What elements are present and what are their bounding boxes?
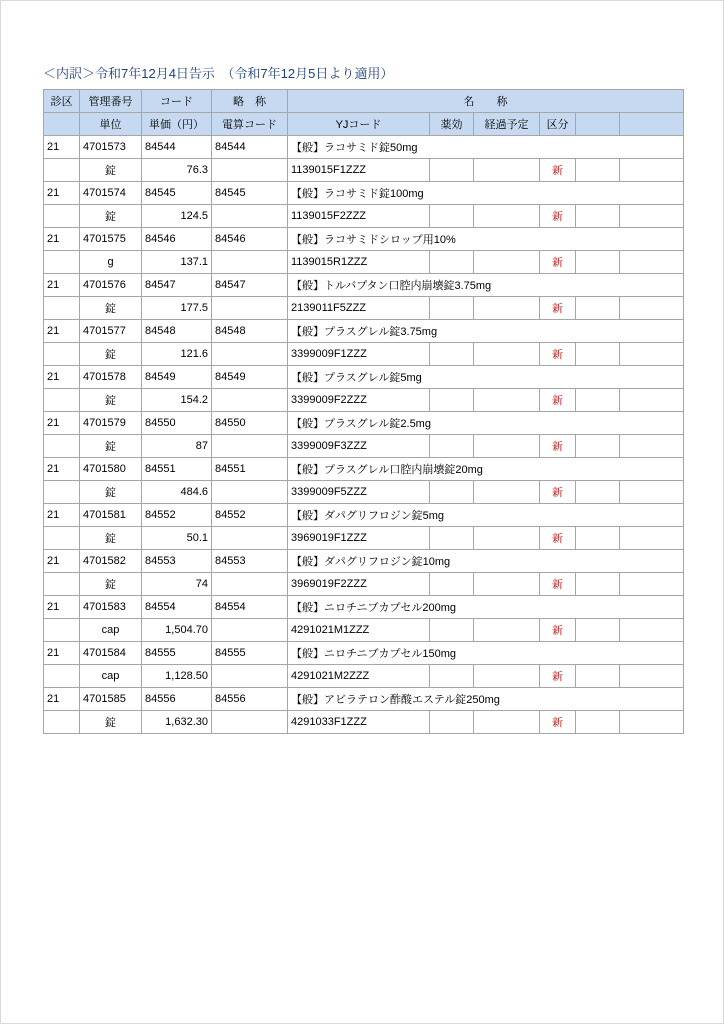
cell-blank-2: [620, 435, 684, 458]
cell-blank-2: [620, 711, 684, 734]
table-row: [44, 711, 684, 734]
cell-shinku: 21: [44, 136, 80, 159]
cell-tani: g: [80, 251, 142, 274]
cell-ryakusho: 84546: [212, 228, 288, 251]
cell-blank-1: [576, 159, 620, 182]
cell-keika-yotei: [474, 619, 540, 642]
cell-keika-yotei: [474, 435, 540, 458]
cell-densan-code: [212, 481, 288, 504]
cell-densan-code: [212, 665, 288, 688]
cell-keika-yotei: [474, 205, 540, 228]
table-row: [44, 320, 684, 343]
cell-blank-1: [576, 481, 620, 504]
cell-tani: 錠: [80, 205, 142, 228]
cell-keika-yotei: [474, 251, 540, 274]
cell-yj-code: 2139011F5ZZZ: [288, 297, 430, 320]
cell-tani: 錠: [80, 527, 142, 550]
cell-kanri: 4701576: [80, 274, 142, 297]
cell-densan-code: [212, 619, 288, 642]
cell-meisho: 【般】アビラテロン酢酸エステル錠250mg: [288, 688, 684, 711]
cell-kubun-badge: 新: [540, 573, 576, 596]
cell-keika-yotei: [474, 389, 540, 412]
cell-kanri: 4701579: [80, 412, 142, 435]
cell-ryakusho: 84553: [212, 550, 288, 573]
cell-kubun-badge: 新: [540, 159, 576, 182]
cell-meisho: 【般】プラスグレル錠5mg: [288, 366, 684, 389]
cell-code: 84546: [142, 228, 212, 251]
table-row: [44, 619, 684, 642]
cell-code: 84552: [142, 504, 212, 527]
cell-densan-code: [212, 205, 288, 228]
cell-code: 84551: [142, 458, 212, 481]
cell-tani: 錠: [80, 159, 142, 182]
cell-blank-1: [576, 297, 620, 320]
cell-tanka: 137.1: [142, 251, 212, 274]
table-row: [44, 182, 684, 205]
cell-code: 84547: [142, 274, 212, 297]
cell-kubun-badge: 新: [540, 527, 576, 550]
cell-ryakusho: 84550: [212, 412, 288, 435]
cell-kanri: 4701577: [80, 320, 142, 343]
cell-kubun-badge: 新: [540, 205, 576, 228]
cell-tani: 錠: [80, 389, 142, 412]
cell-blank-2: [620, 205, 684, 228]
cell-blank-2: [620, 665, 684, 688]
cell-tani: cap: [80, 619, 142, 642]
cell-kubun-badge: 新: [540, 251, 576, 274]
cell-yj-code: 1139015F1ZZZ: [288, 159, 430, 182]
cell-shinku: 21: [44, 182, 80, 205]
cell-densan-code: [212, 159, 288, 182]
cell-code: 84549: [142, 366, 212, 389]
cell-blank-left: [44, 527, 80, 550]
header-kubun: 区分: [540, 113, 576, 136]
cell-yakko: [430, 435, 474, 458]
cell-blank-1: [576, 711, 620, 734]
cell-shinku: 21: [44, 688, 80, 711]
cell-blank-left: [44, 435, 80, 458]
cell-yj-code: 3399009F5ZZZ: [288, 481, 430, 504]
cell-blank-1: [576, 527, 620, 550]
table-row: [44, 159, 684, 182]
cell-tanka: 1,504.70: [142, 619, 212, 642]
page-title: ＜内訳＞令和7年12月4日告示 （令和7年12月5日より適用）: [43, 66, 394, 81]
cell-blank-2: [620, 343, 684, 366]
cell-kubun-badge: 新: [540, 343, 576, 366]
cell-shinku: 21: [44, 412, 80, 435]
cell-yj-code: 3969019F2ZZZ: [288, 573, 430, 596]
header-ryakusho: 略 称: [212, 90, 288, 113]
cell-tanka: 1,128.50: [142, 665, 212, 688]
cell-blank-1: [576, 251, 620, 274]
cell-meisho: 【般】プラスグレル錠3.75mg: [288, 320, 684, 343]
cell-shinku: 21: [44, 596, 80, 619]
table-header-row-1: [44, 90, 684, 113]
table-row: [44, 527, 684, 550]
cell-ryakusho: 84555: [212, 642, 288, 665]
table-row: [44, 573, 684, 596]
cell-blank-left: [44, 573, 80, 596]
cell-kubun-badge: 新: [540, 481, 576, 504]
cell-yakko: [430, 527, 474, 550]
cell-yj-code: 3399009F3ZZZ: [288, 435, 430, 458]
table-row: [44, 274, 684, 297]
header-densan-code: 電算コード: [212, 113, 288, 136]
cell-yj-code: 4291021M2ZZZ: [288, 665, 430, 688]
cell-tanka: 154.2: [142, 389, 212, 412]
cell-yakko: [430, 159, 474, 182]
cell-blank-1: [576, 389, 620, 412]
cell-tani: 錠: [80, 343, 142, 366]
header-shinku-sub: [44, 113, 80, 136]
cell-blank-1: [576, 435, 620, 458]
cell-tanka: 1,632.30: [142, 711, 212, 734]
cell-keika-yotei: [474, 573, 540, 596]
cell-blank-1: [576, 205, 620, 228]
cell-yakko: [430, 711, 474, 734]
cell-meisho: 【般】プラスグレル錠2.5mg: [288, 412, 684, 435]
cell-code: 84553: [142, 550, 212, 573]
cell-tani: 錠: [80, 297, 142, 320]
cell-kubun-badge: 新: [540, 297, 576, 320]
cell-yakko: [430, 389, 474, 412]
cell-blank-left: [44, 481, 80, 504]
cell-tani: 錠: [80, 435, 142, 458]
cell-code: 84550: [142, 412, 212, 435]
header-blank-1: [576, 113, 620, 136]
cell-meisho: 【般】ダパグリフロジン錠5mg: [288, 504, 684, 527]
header-yj-code: YJコード: [288, 113, 430, 136]
cell-ryakusho: 84547: [212, 274, 288, 297]
cell-kubun-badge: 新: [540, 665, 576, 688]
cell-tanka: 74: [142, 573, 212, 596]
cell-code: 84556: [142, 688, 212, 711]
header-code: コード: [142, 90, 212, 113]
cell-code: 84548: [142, 320, 212, 343]
cell-blank-2: [620, 159, 684, 182]
cell-tani: cap: [80, 665, 142, 688]
cell-kanri: 4701574: [80, 182, 142, 205]
cell-yj-code: 1139015F2ZZZ: [288, 205, 430, 228]
cell-kanri: 4701575: [80, 228, 142, 251]
cell-blank-1: [576, 619, 620, 642]
cell-keika-yotei: [474, 665, 540, 688]
cell-blank-2: [620, 297, 684, 320]
table-row: [44, 297, 684, 320]
cell-meisho: 【般】ダパグリフロジン錠10mg: [288, 550, 684, 573]
cell-blank-left: [44, 711, 80, 734]
cell-yj-code: 3399009F1ZZZ: [288, 343, 430, 366]
cell-blank-left: [44, 159, 80, 182]
cell-keika-yotei: [474, 343, 540, 366]
table-row: [44, 504, 684, 527]
cell-kanri: 4701581: [80, 504, 142, 527]
cell-ryakusho: 84548: [212, 320, 288, 343]
cell-meisho: 【般】ラコサミドシロップ用10%: [288, 228, 684, 251]
cell-kanri: 4701573: [80, 136, 142, 159]
table-row: [44, 136, 684, 159]
cell-keika-yotei: [474, 711, 540, 734]
cell-code: 84555: [142, 642, 212, 665]
cell-yakko: [430, 665, 474, 688]
cell-blank-left: [44, 251, 80, 274]
table-row: [44, 596, 684, 619]
cell-yakko: [430, 619, 474, 642]
cell-densan-code: [212, 251, 288, 274]
cell-keika-yotei: [474, 481, 540, 504]
cell-meisho: 【般】ラコサミド錠50mg: [288, 136, 684, 159]
header-tani: 単位: [80, 113, 142, 136]
cell-blank-left: [44, 205, 80, 228]
cell-ryakusho: 84545: [212, 182, 288, 205]
header-shinku: 診区: [44, 90, 80, 113]
cell-shinku: 21: [44, 458, 80, 481]
cell-yj-code: 3399009F2ZZZ: [288, 389, 430, 412]
cell-meisho: 【般】プラスグレル口腔内崩壊錠20mg: [288, 458, 684, 481]
cell-kubun-badge: 新: [540, 389, 576, 412]
cell-blank-2: [620, 573, 684, 596]
cell-densan-code: [212, 343, 288, 366]
cell-ryakusho: 84551: [212, 458, 288, 481]
cell-yakko: [430, 343, 474, 366]
cell-blank-2: [620, 251, 684, 274]
cell-densan-code: [212, 297, 288, 320]
cell-blank-left: [44, 389, 80, 412]
cell-shinku: 21: [44, 274, 80, 297]
cell-densan-code: [212, 389, 288, 412]
cell-tani: 錠: [80, 711, 142, 734]
table-header: [44, 90, 684, 136]
cell-blank-left: [44, 665, 80, 688]
table-row: [44, 343, 684, 366]
cell-yakko: [430, 297, 474, 320]
cell-meisho: 【般】ラコサミド錠100mg: [288, 182, 684, 205]
cell-meisho: 【般】ニロチニブカプセル200mg: [288, 596, 684, 619]
table-row: [44, 205, 684, 228]
drug-price-table: [43, 89, 684, 734]
cell-keika-yotei: [474, 527, 540, 550]
cell-ryakusho: 84544: [212, 136, 288, 159]
cell-shinku: 21: [44, 228, 80, 251]
cell-blank-2: [620, 481, 684, 504]
cell-code: 84544: [142, 136, 212, 159]
cell-tanka: 177.5: [142, 297, 212, 320]
cell-blank-2: [620, 527, 684, 550]
cell-tani: 錠: [80, 573, 142, 596]
table-row: [44, 458, 684, 481]
cell-code: 84554: [142, 596, 212, 619]
cell-kanri: 4701583: [80, 596, 142, 619]
cell-shinku: 21: [44, 366, 80, 389]
cell-blank-2: [620, 389, 684, 412]
cell-yj-code: 3969019F1ZZZ: [288, 527, 430, 550]
table-row: [44, 665, 684, 688]
cell-tanka: 121.6: [142, 343, 212, 366]
cell-tani: 錠: [80, 481, 142, 504]
cell-yakko: [430, 481, 474, 504]
header-keika-yotei: 経過予定: [474, 113, 540, 136]
cell-kanri: 4701582: [80, 550, 142, 573]
cell-blank-2: [620, 619, 684, 642]
cell-kubun-badge: 新: [540, 619, 576, 642]
cell-kubun-badge: 新: [540, 711, 576, 734]
table-row: [44, 550, 684, 573]
cell-densan-code: [212, 435, 288, 458]
cell-tanka: 50.1: [142, 527, 212, 550]
table-row: [44, 412, 684, 435]
table-row: [44, 366, 684, 389]
table-row: [44, 481, 684, 504]
cell-yakko: [430, 251, 474, 274]
header-tanka: 単価（円）: [142, 113, 212, 136]
table-row: [44, 251, 684, 274]
cell-blank-left: [44, 619, 80, 642]
cell-blank-left: [44, 343, 80, 366]
header-blank-2: [620, 113, 684, 136]
cell-kubun-badge: 新: [540, 435, 576, 458]
cell-shinku: 21: [44, 642, 80, 665]
cell-densan-code: [212, 711, 288, 734]
cell-ryakusho: 84552: [212, 504, 288, 527]
cell-keika-yotei: [474, 297, 540, 320]
cell-tanka: 124.5: [142, 205, 212, 228]
table-body: [44, 136, 684, 734]
table-row: [44, 435, 684, 458]
cell-keika-yotei: [474, 159, 540, 182]
cell-kanri: 4701585: [80, 688, 142, 711]
table-row: [44, 228, 684, 251]
cell-tanka: 484.6: [142, 481, 212, 504]
cell-shinku: 21: [44, 504, 80, 527]
cell-meisho: 【般】トルバプタン口腔内崩壊錠3.75mg: [288, 274, 684, 297]
header-meisho: 名 称: [288, 90, 684, 113]
cell-blank-1: [576, 573, 620, 596]
cell-code: 84545: [142, 182, 212, 205]
cell-kanri: 4701578: [80, 366, 142, 389]
table-row: [44, 688, 684, 711]
cell-meisho: 【般】ニロチニブカプセル150mg: [288, 642, 684, 665]
cell-yakko: [430, 205, 474, 228]
cell-shinku: 21: [44, 320, 80, 343]
cell-ryakusho: 84549: [212, 366, 288, 389]
cell-blank-left: [44, 297, 80, 320]
header-yakko: 薬効: [430, 113, 474, 136]
table-row: [44, 642, 684, 665]
header-kanri-bango: 管理番号: [80, 90, 142, 113]
table-header-row-2: [44, 113, 684, 136]
cell-yj-code: 4291033F1ZZZ: [288, 711, 430, 734]
cell-tanka: 76.3: [142, 159, 212, 182]
cell-densan-code: [212, 527, 288, 550]
cell-kanri: 4701580: [80, 458, 142, 481]
cell-ryakusho: 84556: [212, 688, 288, 711]
cell-tanka: 87: [142, 435, 212, 458]
cell-yakko: [430, 573, 474, 596]
cell-ryakusho: 84554: [212, 596, 288, 619]
cell-kanri: 4701584: [80, 642, 142, 665]
cell-densan-code: [212, 573, 288, 596]
table-row: [44, 389, 684, 412]
cell-shinku: 21: [44, 550, 80, 573]
cell-yj-code: 4291021M1ZZZ: [288, 619, 430, 642]
cell-blank-1: [576, 343, 620, 366]
cell-blank-1: [576, 665, 620, 688]
cell-yj-code: 1139015R1ZZZ: [288, 251, 430, 274]
